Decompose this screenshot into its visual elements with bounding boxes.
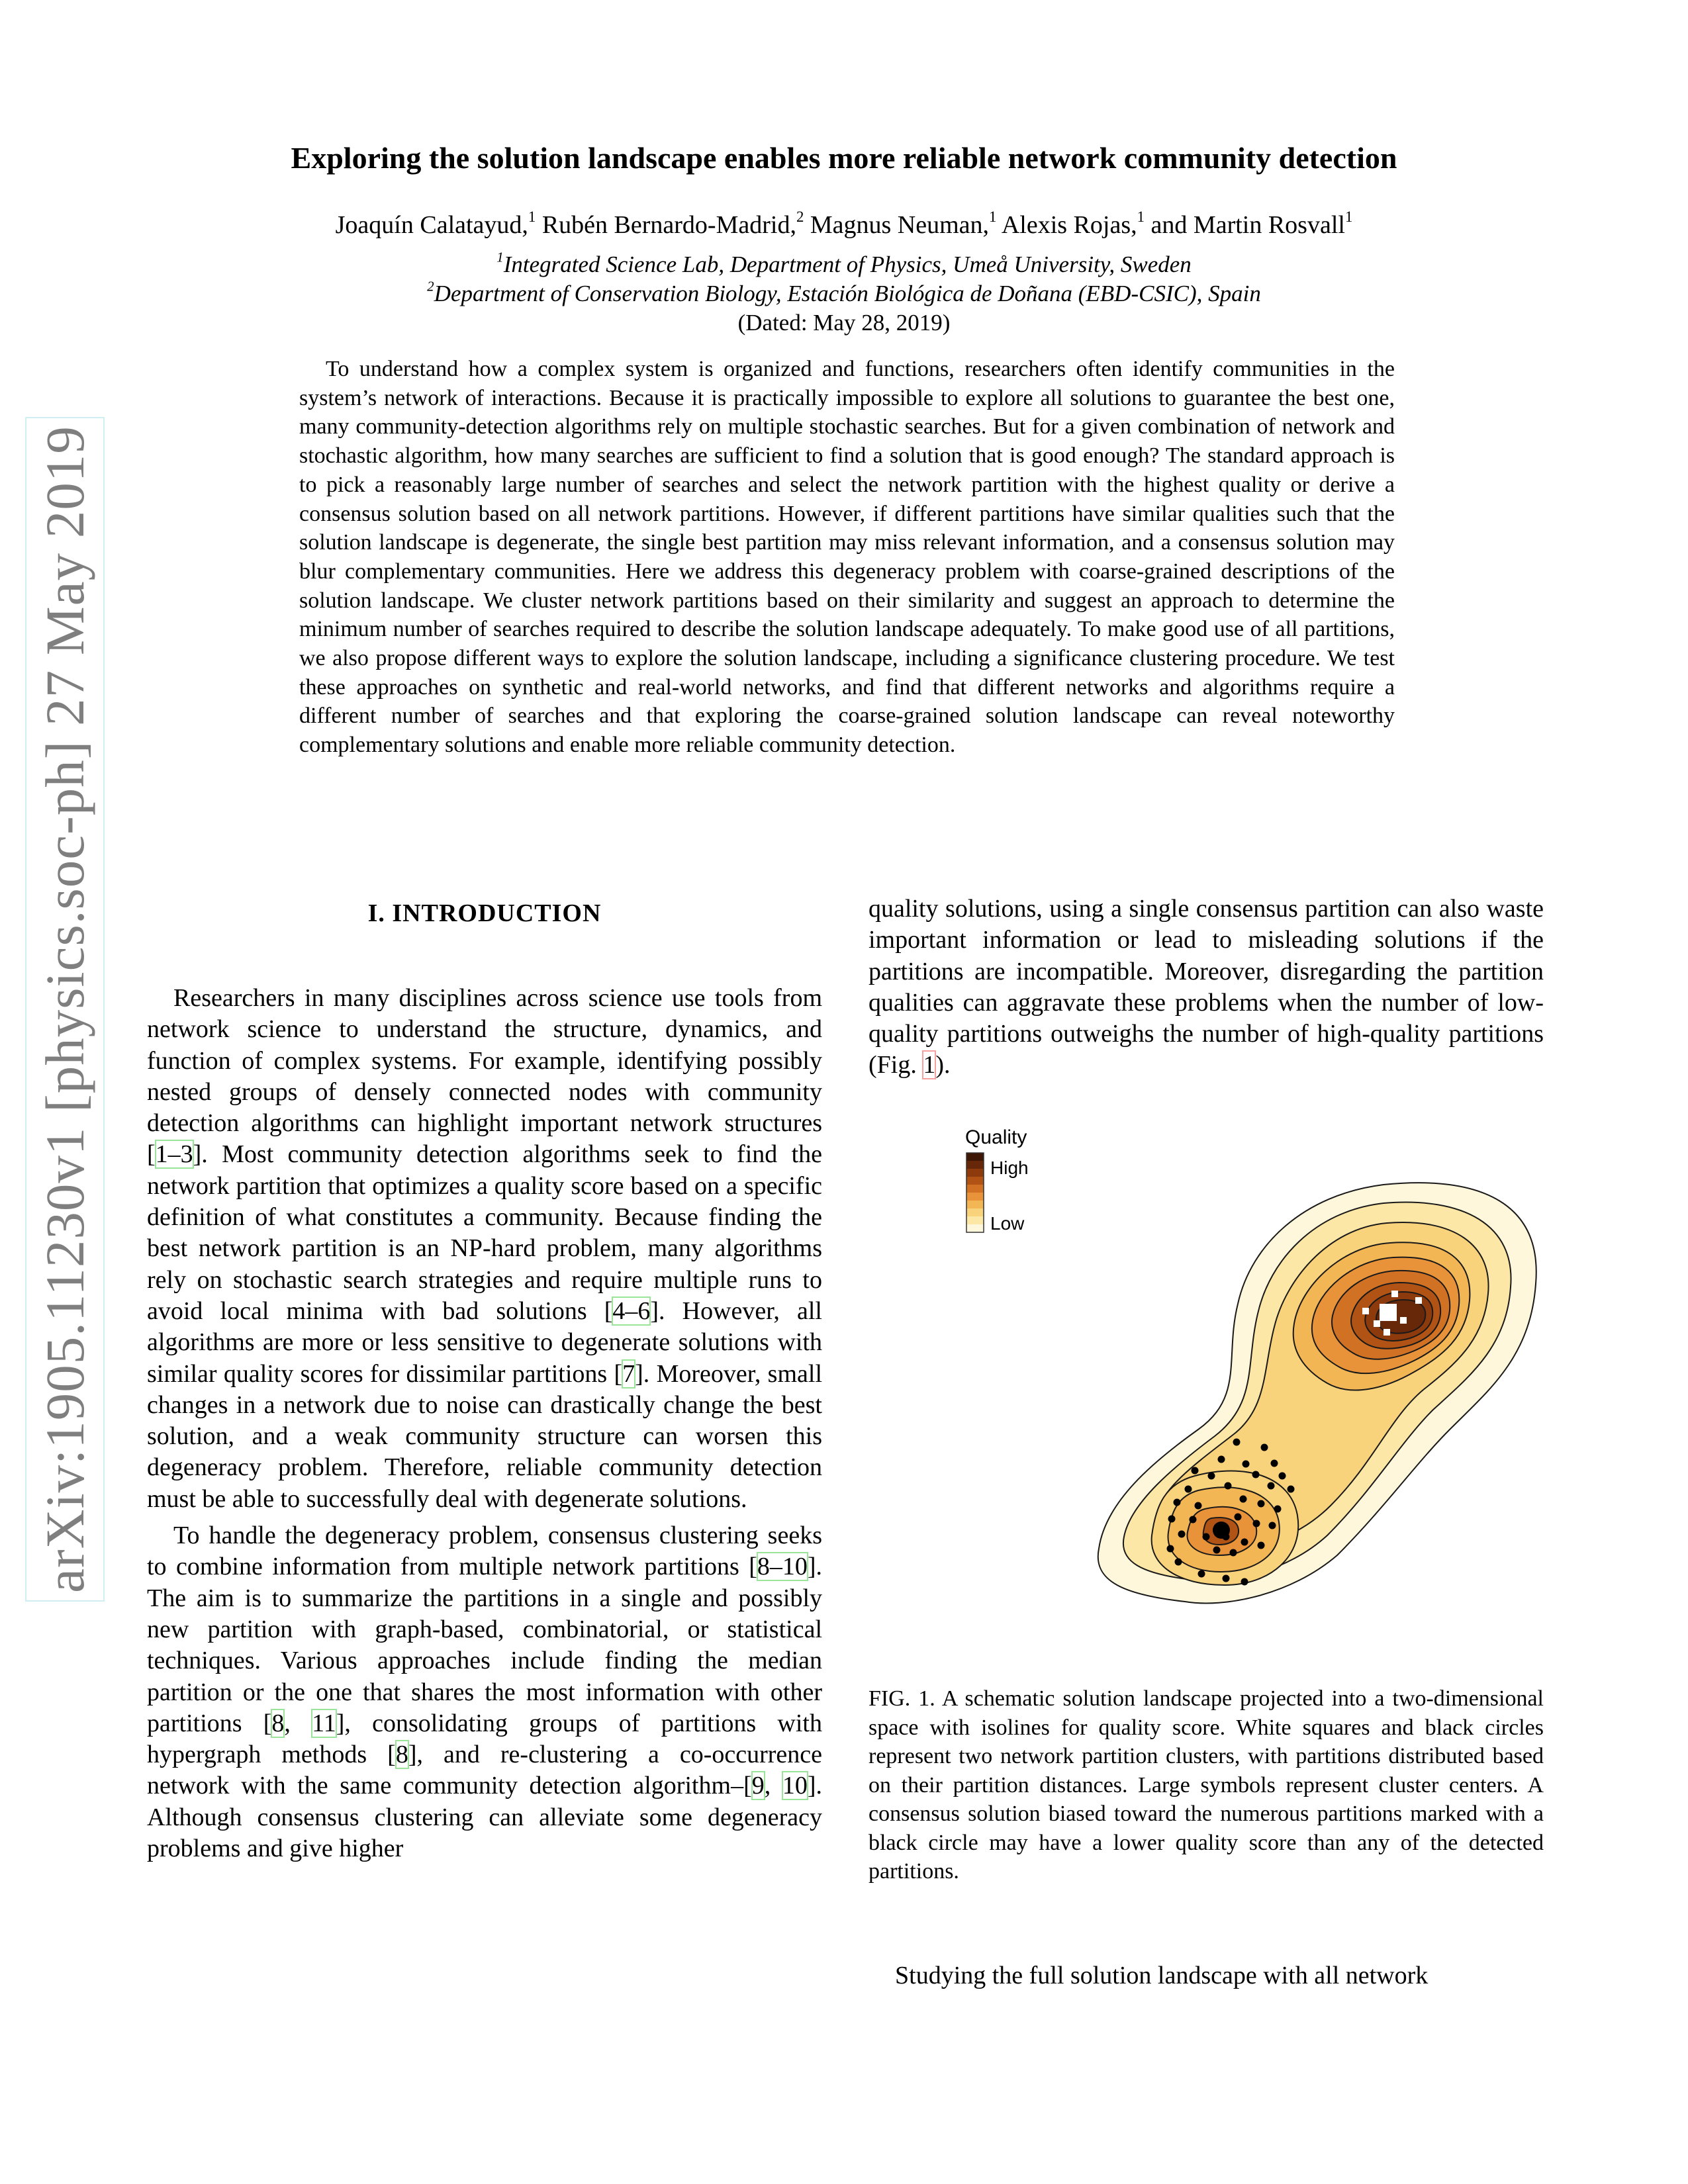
author-affiliation-mark: 2: [796, 208, 804, 225]
author-name: Magnus Neuman,: [810, 211, 990, 239]
black-circle-partition: [1213, 1547, 1221, 1554]
author-affiliation-mark: 1: [528, 208, 536, 225]
left-column: [147, 983, 822, 1864]
arxiv-identifier-watermark: arXiv:1905.11230v1 [physics.soc-ph] 27 May 2019: [25, 417, 105, 1602]
intro-paragraph-1: [147, 983, 822, 1515]
citation-link[interactable]: 9: [751, 1772, 765, 1800]
affiliation-2: [0, 278, 1688, 307]
legend-swatch: [966, 1185, 984, 1193]
author-affiliation-mark: 1: [989, 208, 997, 225]
black-circle-partition: [1198, 1570, 1205, 1578]
black-circle-partition: [1241, 1578, 1248, 1586]
black-circle-partition: [1288, 1486, 1295, 1493]
quality-isolines: [1098, 1183, 1536, 1603]
white-square-partition: [1391, 1291, 1398, 1297]
citation-link[interactable]: 1–3: [155, 1140, 193, 1169]
citation-link[interactable]: 10: [782, 1772, 808, 1800]
text-run: ,: [284, 1709, 312, 1737]
legend-low-label: Low: [990, 1213, 1025, 1234]
author-name: Joaquín Calatayud,: [335, 211, 528, 239]
figure-link[interactable]: 1: [923, 1051, 936, 1079]
black-circle-partition: [1271, 1460, 1278, 1467]
affiliation-text: Department of Conservation Biology, Estación Biológica de Doñana (EBD-CSIC), Spain: [434, 281, 1261, 306]
section-heading: I. INTRODUCTION: [367, 899, 602, 927]
author-name: and Martin Rosvall: [1150, 211, 1345, 239]
legend-swatch: [966, 1177, 984, 1185]
legend-swatch: [966, 1169, 984, 1177]
citation-link[interactable]: 8: [395, 1741, 408, 1769]
author-affiliation-mark: 1: [1344, 208, 1353, 225]
white-square-partition: [1400, 1317, 1407, 1324]
black-circle-partition: [1274, 1506, 1282, 1513]
black-circle-partition: [1243, 1461, 1250, 1468]
text-run: ], consolidating groups of partitions with hypergraph methods [: [147, 1709, 822, 1769]
landscape-plot: [960, 1118, 1556, 1668]
black-circle-partition: [1269, 1522, 1276, 1529]
black-circle-partition: [1203, 1533, 1210, 1541]
author-name: Rubén Bernardo-Madrid,: [541, 211, 796, 239]
white-square-partition: [1362, 1308, 1369, 1314]
black-circle-partition: [1258, 1500, 1265, 1508]
text-run: To handle the degeneracy problem, consensus clustering seeks to combine information from multiple network partitions [: [147, 1522, 822, 1581]
legend-high-label: High: [990, 1158, 1029, 1178]
text-run: ]. The aim is to summarize the partitions in a single and possibly new partition with graph-based, combinatorial, or statistical techniques. Various approaches include finding the median partition or the one that shares the most information with other partitions [: [147, 1553, 822, 1737]
legend-swatch: [966, 1193, 984, 1201]
black-circle-cluster-center: [1213, 1522, 1230, 1539]
white-square-partition: [1383, 1329, 1390, 1336]
black-circle-partition: [1178, 1531, 1186, 1538]
text-run: ]. Moreover, small changes in a network due to noise can drastically change the best solution, and a weak community structure can worsen this degeneracy problem. Therefore, reliable community detection must be able to successfully deal with degenerate solutions.: [147, 1359, 822, 1513]
legend-title: Quality: [965, 1126, 1027, 1148]
legend-swatch: [966, 1208, 984, 1216]
citation-link[interactable]: 11: [312, 1709, 336, 1737]
black-circle-partition: [1233, 1439, 1241, 1446]
date-line: (Dated: May 28, 2019): [737, 310, 951, 336]
legend-swatch: [966, 1224, 984, 1232]
text-run: ], and re-clustering a co-occurrence network with the same community detection algorithm–[: [147, 1741, 822, 1800]
citation-link[interactable]: 7: [622, 1359, 635, 1388]
black-circle-partition: [1195, 1502, 1202, 1510]
black-circle-partition: [1174, 1499, 1181, 1506]
affiliation-text: Integrated Science Lab, Department of Physics, Umeå University, Sweden: [503, 251, 1192, 277]
figure-1-caption: FIG. 1. A schematic solution landscape projected into a two-dimensional space with isolines for quality score. White squares and black circles represent two network partition clusters, with partitions distributed based on their partition distances. Large symbols represent cluster centers. A consensus solution biased toward the numerous partitions marked with a black circle may have a lower quality score than any of the detected partitions.: [868, 1686, 1544, 1884]
text-run: ]. Most community detection algorithms seek to find the network partition that optimizes a quality score based on a specific definition of what constitutes a community. Because finding the best network partition is an NP-hard problem, many algorithms rely on stochastic search strategies and require multiple runs to avoid local minima with bad solutions [: [147, 1140, 822, 1325]
citation-link[interactable]: 8–10: [757, 1553, 808, 1581]
text-run: ]. However, all algorithms are more or less sensitive to degenerate solutions with similar quality scores for dissimilar partitions [: [147, 1297, 822, 1388]
black-circle-partition: [1190, 1516, 1197, 1524]
right-column: [868, 893, 1544, 1081]
text-run: ]. Although consensus clustering can alleviate some degeneracy problems and give higher: [147, 1772, 823, 1863]
black-circle-partition: [1235, 1514, 1242, 1521]
black-circle-partition: [1208, 1473, 1215, 1480]
text-run: Researchers in many disciplines across science use tools from network science to understand the structure, dynamics, and function of complex systems. For example, identifying possibly nested groups of densely connected nodes with community detection algorithms can highlight important network structures [: [147, 984, 822, 1169]
black-circle-partition: [1253, 1520, 1260, 1527]
author-affiliation-mark: 1: [1137, 208, 1145, 225]
figure-1-solution-landscape: [960, 1118, 1556, 1668]
black-circle-partition: [1258, 1542, 1265, 1549]
black-circle-partition: [1279, 1473, 1286, 1480]
black-circle-partition: [1268, 1482, 1275, 1490]
legend-swatch: [966, 1216, 984, 1224]
black-circle-partition: [1223, 1575, 1230, 1582]
author-name: Alexis Rojas,: [1001, 211, 1137, 239]
black-circle-partition: [1230, 1549, 1237, 1557]
black-circle-partition: [1261, 1444, 1268, 1451]
affiliation-1: [0, 251, 1688, 278]
black-circle-partition: [1252, 1471, 1260, 1479]
text-run: ).: [935, 1051, 951, 1079]
legend-swatch: [966, 1153, 984, 1161]
intro-paragraph-2: [147, 1520, 822, 1864]
black-circle-partition: [1192, 1467, 1199, 1475]
citation-link[interactable]: 8: [271, 1709, 285, 1737]
text-run: quality solutions, using a single consensus partition can also waste important information or lead to misleading solutions if the partitions are incompatible. Moreover, disregarding the partition qualities can aggravate these problems when the number of low-quality partitions outweighs the number of high-quality partitions (Fig.: [868, 895, 1544, 1079]
black-circle-partition: [1168, 1516, 1176, 1523]
abstract-text: To understand how a complex system is organized and functions, researchers often identify communities in the system’s network of interactions. Because it is practically impossible to explore all solutions to guarantee the best one, many community-detection algorithms rely on multiple stochastic searches. But for a given combination of network and stochastic algorithm, how many searches are sufficient to find a solution that is good enough? The standard approach is to pick a reasonably large number of searches and select the network partition with the highest quality or derive a consensus solution based on all network partitions. However, if different partitions have similar qualities such that the solution landscape is degenerate, the single best partition may miss relevant information, and a consensus solution may blur complementary communities. Here we address this degeneracy problem with coarse-grained descriptions of the solution landscape. We cluster network partitions based on their similarity and suggest an approach to determine the minimum number of searches required to describe the solution landscape adequately. To make good use of all partitions, we also propose different ways to explore the solution landscape, including a significance clustering procedure. We test these approaches on synthetic and real-world networks, and find that different networks and algorithms require a different number of searches and that exploring the coarse-grained solution landscape can reveal noteworthy complementary solutions and enable more reliable community detection.: [299, 357, 1395, 758]
black-circle-partition: [1175, 1559, 1182, 1566]
paper-title: Exploring the solution landscape enables more reliable network community detection: [291, 141, 1397, 175]
legend-swatch: [966, 1161, 984, 1169]
black-circle-partition: [1185, 1486, 1192, 1493]
abstract: [299, 355, 1395, 760]
author-list: [0, 210, 1688, 240]
affiliation-number: 2: [427, 278, 434, 295]
black-circle-partition: [1167, 1545, 1174, 1553]
white-square-cluster-center: [1380, 1304, 1397, 1321]
black-circle-partition: [1241, 1539, 1248, 1546]
body-paragraph-continuation: Studying the full solution landscape with all network: [895, 1962, 1429, 1989]
affiliation-number: 1: [496, 249, 504, 265]
citation-link[interactable]: 4–6: [612, 1297, 651, 1325]
quality-legend: [965, 1126, 1029, 1234]
black-circle-partition: [1218, 1456, 1225, 1463]
legend-swatch: [966, 1201, 984, 1208]
text-run: ,: [764, 1772, 782, 1800]
black-circle-partition: [1240, 1496, 1247, 1503]
white-square-partition: [1415, 1297, 1422, 1304]
intro-paragraph-continued: [868, 893, 1544, 1081]
white-square-partition: [1374, 1320, 1380, 1327]
black-circle-partition: [1225, 1482, 1232, 1490]
